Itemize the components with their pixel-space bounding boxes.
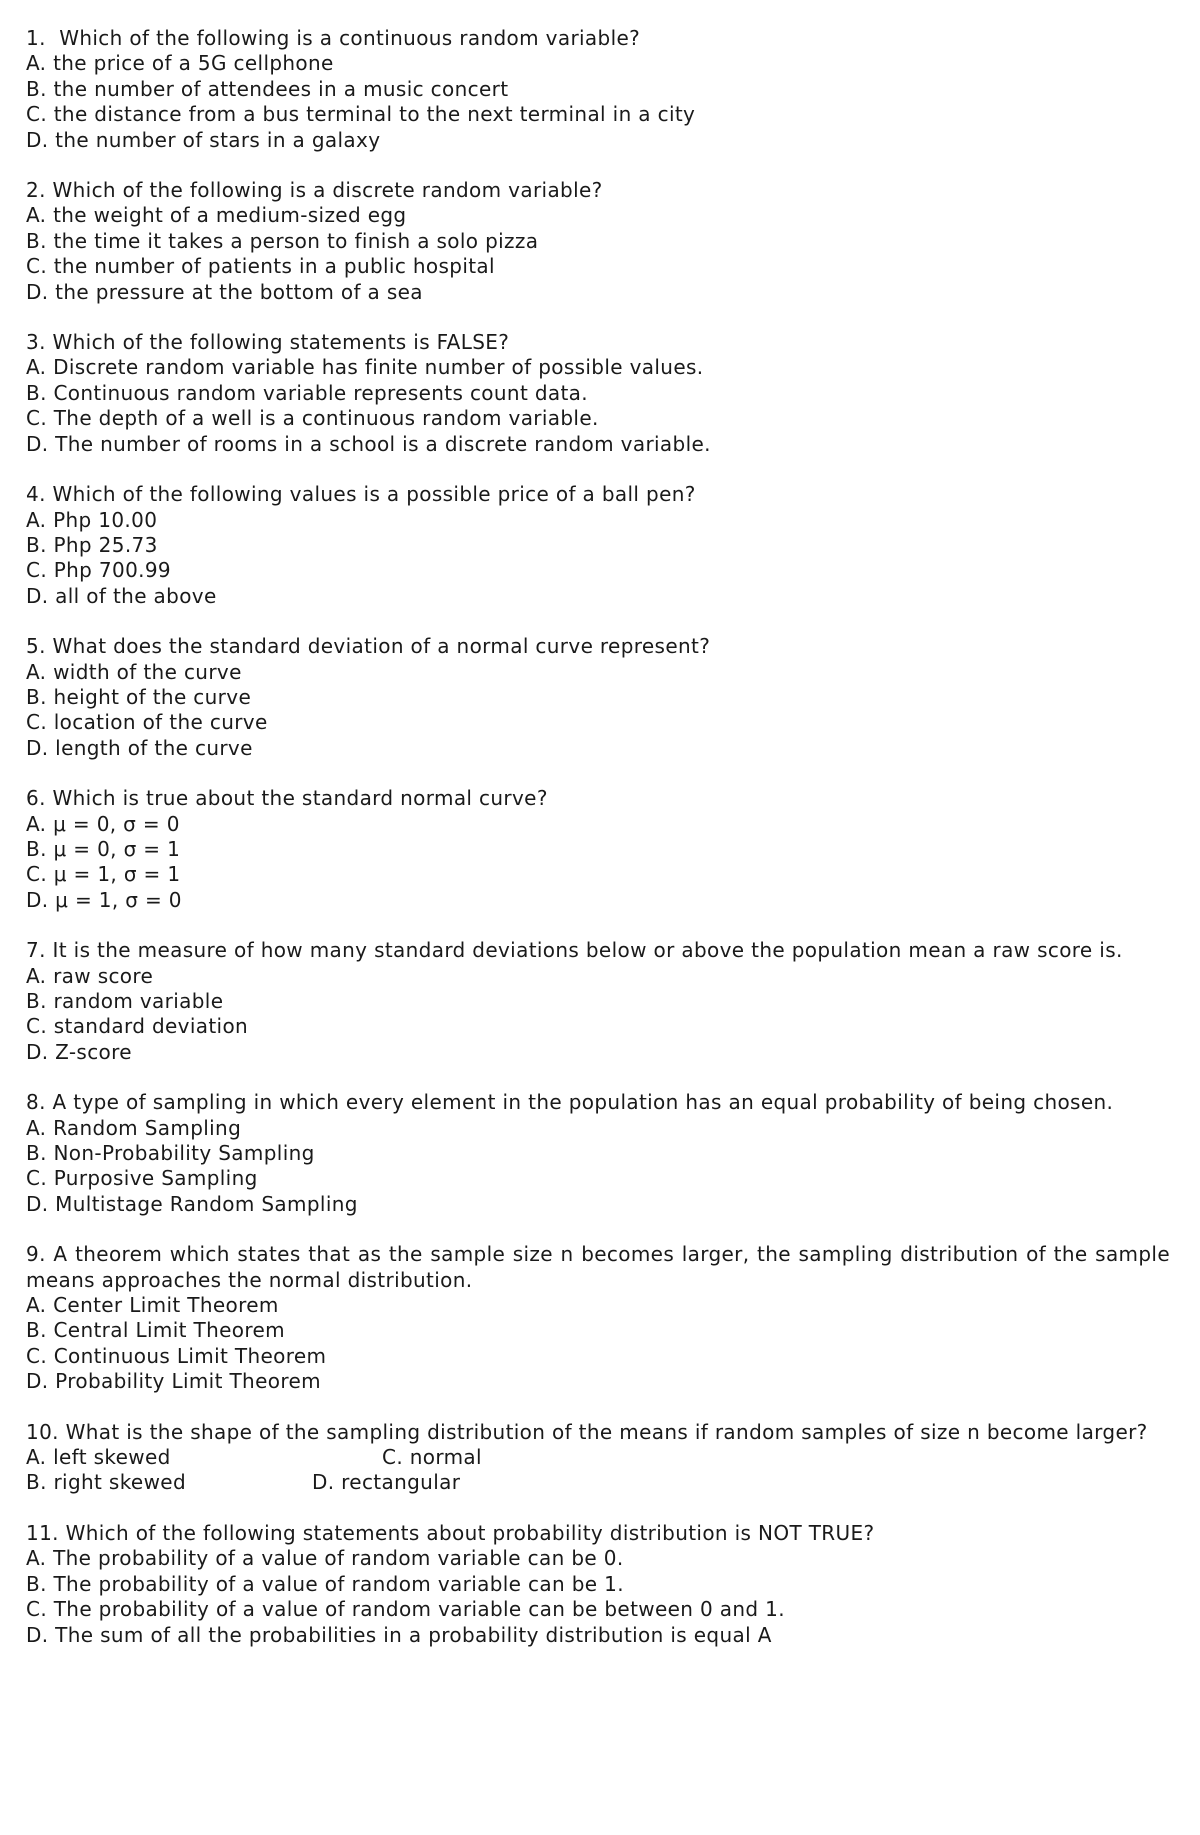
option-a: A. Center Limit Theorem [26, 1293, 279, 1318]
option-b: B. height of the curve [26, 684, 252, 709]
option-c: C. The depth of a well is a continuous random variable. [26, 406, 599, 431]
option-a: A. Php 10.00 [26, 507, 158, 532]
question-7 [26, 938, 1170, 1065]
question-text: Which is true about the standard normal curve? [52, 786, 548, 811]
option-d: D. The sum of all the probabilities in a probability distribution is equal A [26, 1622, 772, 1647]
option-d: D. the pressure at the bottom of a sea [26, 279, 423, 304]
option-d: D. The number of rooms in a school is a discrete random variable. [26, 431, 711, 456]
option-d: D. length of the curve [26, 735, 253, 760]
question-number: 2. [26, 178, 46, 203]
question-stem [26, 938, 1170, 963]
question-text: Which of the following is a discrete random variable? [52, 178, 603, 203]
question-stem [26, 1242, 1170, 1293]
option-b: B. Central Limit Theorem [26, 1318, 285, 1343]
question-stem [26, 634, 1170, 659]
option-d: D. all of the above [26, 583, 217, 608]
option-b: B. Php 25.73 [26, 532, 158, 557]
option-d: D. Probability Limit Theorem [26, 1369, 321, 1394]
question-stem [26, 1521, 1170, 1546]
option-a: A. μ = 0, σ = 0 [26, 811, 180, 836]
option-c: C. The probability of a value of random variable can be between 0 and 1. [26, 1597, 785, 1622]
option-c: C. the distance from a bus terminal to the next terminal in a city [26, 102, 696, 127]
option-a: A. left skewed [26, 1445, 171, 1470]
question-number: 10. [26, 1419, 59, 1444]
question-text: Which of the following statements is FALSE? [52, 330, 510, 355]
question-number: 9. [26, 1242, 46, 1267]
question-number: 6. [26, 786, 46, 811]
question-text: A type of sampling in which every element in the population has an equal probability of being chosen. [52, 1090, 1114, 1115]
option-b: B. The probability of a value of random variable can be 1. [26, 1571, 624, 1596]
option-d: D. rectangular [312, 1470, 461, 1495]
question-stem [26, 1090, 1170, 1115]
question-text: Which of the following values is a possible price of a ball pen? [52, 482, 696, 507]
question-number: 1. [26, 26, 46, 50]
question-5 [26, 634, 1170, 761]
question-8 [26, 1090, 1170, 1217]
option-c: C. the number of patients in a public hospital [26, 254, 495, 279]
option-b: B. μ = 0, σ = 1 [26, 836, 181, 861]
question-11 [26, 1521, 1170, 1648]
question-stem [26, 330, 1170, 355]
question-1 [26, 26, 1170, 153]
option-a: A. the price of a 5G cellphone [26, 51, 334, 76]
quiz-page [26, 26, 1170, 1673]
question-number: 11. [26, 1520, 59, 1545]
option-c: C. Continuous Limit Theorem [26, 1343, 327, 1368]
question-2 [26, 178, 1170, 305]
question-text: A theorem which states that as the sample size n becomes larger, the sampling distribution of the sample means approaches the normal distribution. [26, 1242, 1170, 1292]
option-row-2 [26, 1470, 1170, 1495]
option-a: A. Discrete random variable has finite number of possible values. [26, 355, 704, 380]
question-9 [26, 1242, 1170, 1394]
question-text: Which of the following statements about probability distribution is NOT TRUE? [65, 1520, 875, 1545]
option-a: A. The probability of a value of random variable can be 0. [26, 1546, 624, 1571]
option-d: D. the number of stars in a galaxy [26, 127, 381, 152]
option-d: D. μ = 1, σ = 0 [26, 887, 182, 912]
option-d: D. Multistage Random Sampling [26, 1191, 358, 1216]
option-b: B. Continuous random variable represents count data. [26, 380, 588, 405]
option-b: B. the time it takes a person to finish a solo pizza [26, 228, 539, 253]
question-stem [26, 1420, 1170, 1445]
option-c: C. Purposive Sampling [26, 1166, 258, 1191]
question-stem [26, 178, 1170, 203]
question-text: What is the shape of the sampling distribution of the means if random samples of size n become larger? [65, 1419, 1148, 1444]
question-text: What does the standard deviation of a normal curve represent? [52, 634, 711, 659]
question-10 [26, 1420, 1170, 1496]
question-6 [26, 786, 1170, 913]
option-b: B. right skewed [26, 1470, 186, 1495]
option-a: A. Random Sampling [26, 1115, 242, 1140]
option-d: D. Z-score [26, 1039, 132, 1064]
option-c: C. μ = 1, σ = 1 [26, 862, 181, 887]
question-3 [26, 330, 1170, 457]
option-c: C. Php 700.99 [26, 558, 171, 583]
question-number: 3. [26, 330, 46, 355]
question-number: 7. [26, 938, 46, 963]
option-a: A. raw score [26, 963, 154, 988]
option-b: B. the number of attendees in a music concert [26, 76, 509, 101]
option-b: B. random variable [26, 989, 224, 1013]
question-number: 4. [26, 482, 46, 507]
question-stem [26, 26, 1170, 51]
option-c: C. location of the curve [26, 710, 268, 735]
option-c: C. standard deviation [26, 1014, 249, 1039]
question-number: 5. [26, 634, 46, 659]
question-4 [26, 482, 1170, 609]
question-stem [26, 482, 1170, 507]
option-c: C. normal [382, 1445, 482, 1470]
option-row-1 [26, 1445, 1170, 1470]
option-b: B. Non-Probability Sampling [26, 1141, 315, 1166]
option-a: A. width of the curve [26, 659, 242, 684]
question-text: Which of the following is a continuous random variable? [59, 26, 641, 50]
question-text: It is the measure of how many standard deviations below or above the population mean a raw score is. [52, 938, 1123, 963]
option-a: A. the weight of a medium-sized egg [26, 203, 407, 228]
question-number: 8. [26, 1090, 46, 1115]
question-stem [26, 786, 1170, 811]
